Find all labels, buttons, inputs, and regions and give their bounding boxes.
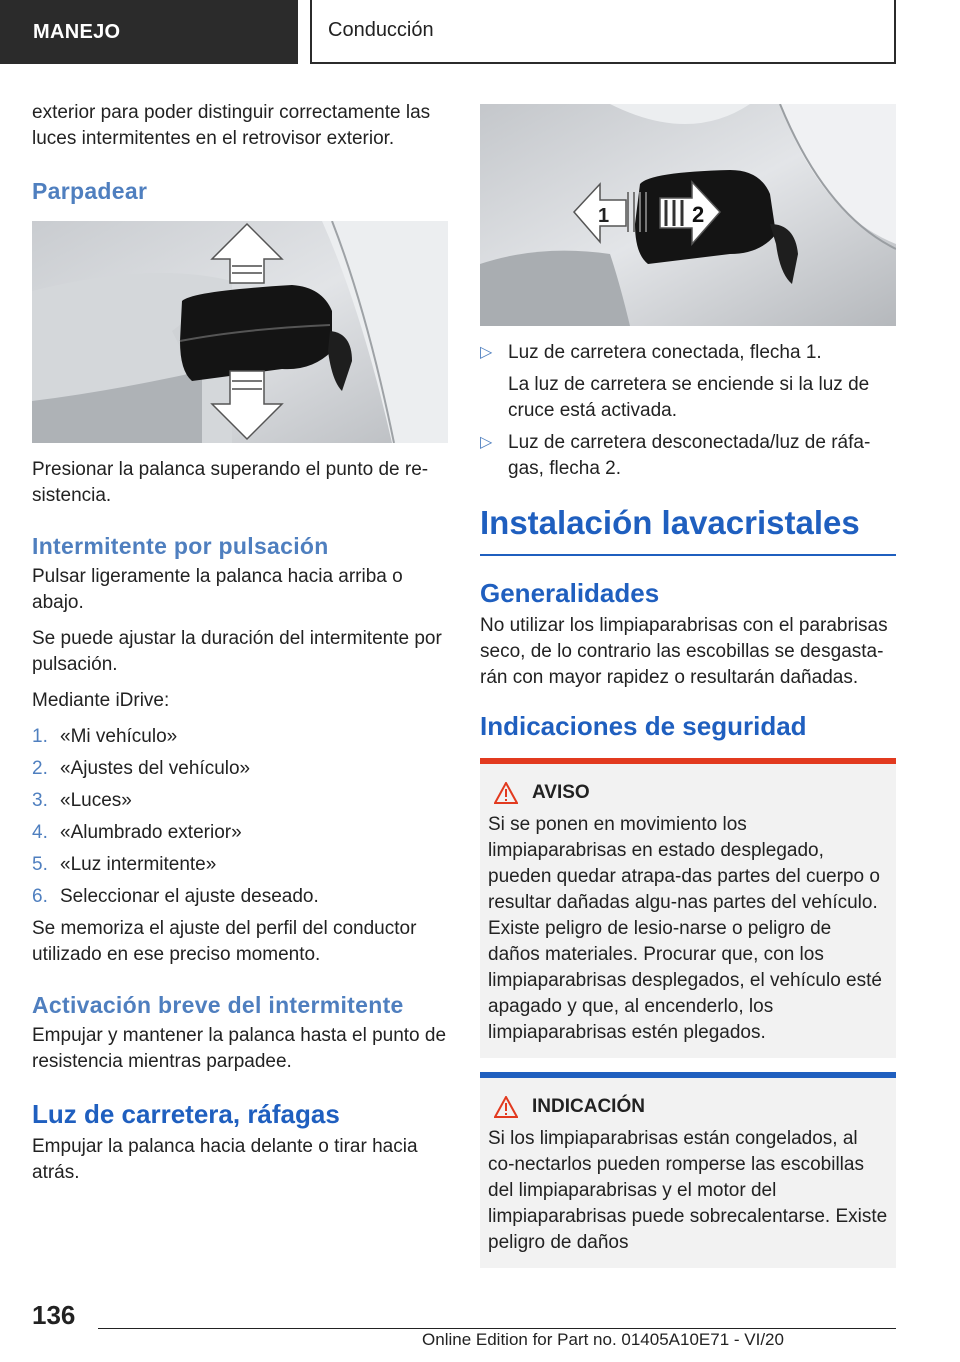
list-item: ▷ Luz de carretera conectada, flecha 1.: [480, 340, 896, 366]
stalk-up-down-illustration: [32, 221, 448, 443]
pulsacion-paragraph-3: Mediante iDrive:: [32, 690, 170, 711]
footer-edition: Online Edition for Part no. 01405A10E71 - VI/20: [422, 1330, 784, 1349]
warning-triangle-icon: [494, 782, 518, 804]
list-item: 5. «Luz intermitente»: [32, 854, 217, 875]
idrive-steps-list: [32, 724, 448, 910]
luz-text: Empujar la palanca hacia delante o tirar hacia atrás.: [32, 1136, 418, 1183]
caution-triangle-icon: [494, 1096, 518, 1118]
highbeam-list: [480, 340, 896, 366]
heading-luz-carretera: Luz de carretera, ráfagas: [32, 1099, 340, 1129]
heading-generalidades: Generalidades: [480, 578, 660, 608]
notice-title: INDICACIÓN: [488, 1096, 888, 1118]
list-item: 6. Seleccionar el ajuste deseado.: [32, 886, 319, 907]
heading-activacion-breve: Activación breve del intermitente: [32, 992, 404, 1018]
notice-text: Si los limpiaparabrisas están congelados, al co-nectarlos pueden romperse las escobillas del limpiaparabrisas y el motor del limpiaparabrisas puede sobrecalentarse. Existe peligro de daños: [488, 1128, 888, 1253]
list-item: ▷ Luz de carretera desconectada/luz de ráfa-gas, flecha 2.: [480, 430, 896, 482]
triangle-bullet-icon: ▷: [480, 434, 493, 451]
section-tab: MANEJO: [0, 0, 298, 64]
heading-parpadear: Parpadear: [32, 178, 148, 204]
generalidades-text: No utilizar los limpiaparabrisas con el parabrisas seco, de lo contrario las escobillas se desgasta-rán con mayor rapidez o resultarán dañadas.: [480, 615, 888, 688]
left-column: [32, 100, 448, 1196]
arrow-2-label: 2: [692, 202, 705, 227]
intro-paragraph: exterior para poder distinguir correctamente las luces intermitentes en el retrovisor exterior.: [32, 102, 431, 149]
list-item: 4. «Alumbrado exterior»: [32, 822, 242, 843]
triangle-bullet-icon: ▷: [480, 344, 493, 361]
parpadear-text: Presionar la palanca superando el punto de re-sistencia.: [32, 459, 429, 506]
stalk-forward-back-illustration: [480, 104, 896, 326]
heading-indicaciones-seguridad: Indicaciones de seguridad: [480, 711, 807, 741]
arrow-1-label: 1: [598, 205, 610, 227]
chapter-title: Conducción: [310, 0, 896, 64]
breve-text: Empujar y mantener la palanca hasta el punto de resistencia mientras parpadee.: [32, 1025, 447, 1072]
warning-box: [480, 758, 896, 1058]
heading-instalacion-lavacristales: Instalación lavacristales: [480, 504, 896, 556]
footer-divider: [98, 1328, 896, 1329]
heading-intermitente-pulsacion: Intermitente por pulsación: [32, 533, 329, 559]
warning-text: Si se ponen en movimiento los limpiaparabrisas en estado desplegado, pueden quedar atrapa-das partes del cuerpo o resultar dañadas algu-nas partes del vehículo. Existe peligro de lesio-narse o peligro de daños materiales. Procurar que, con los limpiaparabrisas desplegados, el vehículo esté apagado y que, al encenderlo, los limpiaparabrisas estén plegados.: [488, 814, 882, 1043]
warning-title: AVISO: [488, 782, 888, 804]
list-item: 2. «Ajustes del vehículo»: [32, 758, 251, 779]
list-item: 1. «Mi vehículo»: [32, 726, 178, 747]
page-number: 136: [32, 1300, 76, 1330]
memoriza-paragraph: Se memoriza el ajuste del perfil del conductor utilizado en ese preciso momento.: [32, 918, 417, 965]
bullet1-subtext: La luz de carretera se enciende si la luz de cruce está activada.: [508, 374, 870, 421]
pulsacion-paragraph-1: Pulsar ligeramente la palanca hacia arriba o abajo.: [32, 566, 403, 613]
highbeam-list-2: [480, 430, 896, 482]
notice-box: [480, 1072, 896, 1268]
right-column: [480, 104, 896, 1268]
list-item: 3. «Luces»: [32, 790, 132, 811]
pulsacion-paragraph-2: Se puede ajustar la duración del intermitente por pulsación.: [32, 628, 442, 675]
